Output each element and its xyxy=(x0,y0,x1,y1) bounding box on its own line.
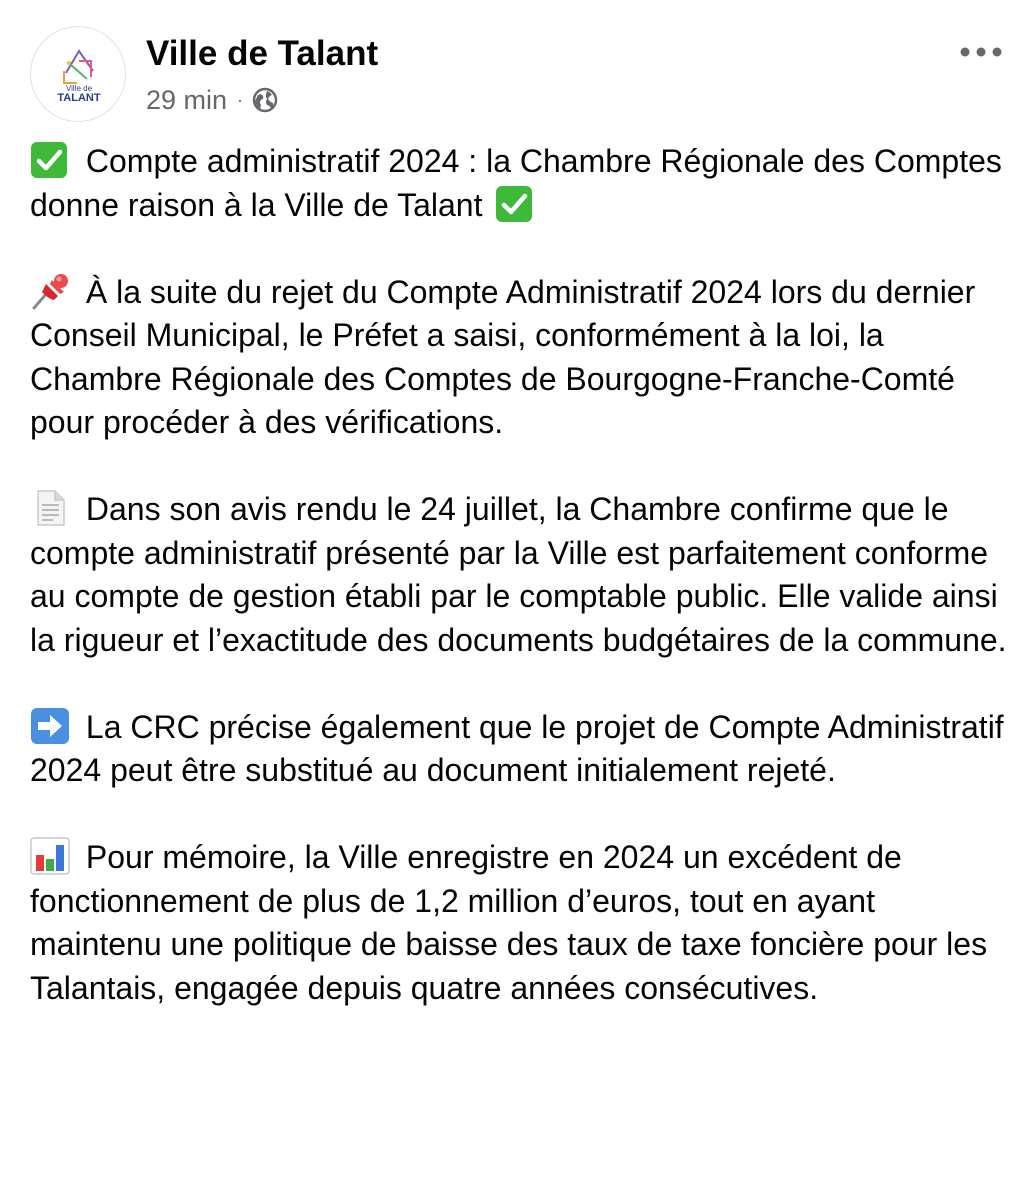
post-paragraph-1-text: À la suite du rejet du Compte Administratif 2024 lors du dernier Conseil Municipal, le Préfet a saisi, conformément à la loi, la Chambre Régionale des Comptes de Bourgogne-Franche-Comté pour procéder à des vérifications. xyxy=(30,273,976,440)
logo-text-talant: TALANT xyxy=(57,92,101,104)
post-body xyxy=(30,140,1015,1054)
check-mark-button-icon xyxy=(30,141,75,179)
page-facing-up-icon xyxy=(30,489,75,527)
more-options-icon xyxy=(960,47,1002,57)
pushpin-icon xyxy=(30,272,75,310)
bar-chart-icon xyxy=(30,837,75,875)
page-avatar[interactable] xyxy=(30,26,126,122)
post-paragraph-4 xyxy=(30,836,1015,1010)
post-meta xyxy=(146,84,278,116)
logo-text-ville: Ville de xyxy=(65,84,93,93)
more-options-button[interactable] xyxy=(955,38,1007,66)
meta-separator: · xyxy=(237,90,244,110)
post-headline-paragraph xyxy=(30,140,1015,227)
post-paragraph-1 xyxy=(30,271,1015,445)
post-paragraph-3-text: La CRC précise également que le projet de Compte Administratif 2024 peut être substitué au document initialement rejeté. xyxy=(30,708,1004,788)
talant-logo xyxy=(31,27,126,122)
post-paragraph-3 xyxy=(30,706,1015,793)
post-timestamp[interactable]: 29 min xyxy=(146,84,228,115)
post-paragraph-4-text: Pour mémoire, la Ville enregistre en 2024 un excédent de fonctionnement de plus de 1,2 million d’euros, tout en ayant maintenu une politique de baisse des taux de taxe foncière pour les Talantais, engagée depuis quatre années consécutives. xyxy=(30,839,988,1006)
post-paragraph-2-text: Dans son avis rendu le 24 juillet, la Chambre confirme que le compte administratif présenté par la Ville est parfaitement conforme au compte de gestion établi par le comptable public. Elle valide ainsi la rigueur et l’exactitude des documents budgétaires de la commune. xyxy=(30,491,1007,658)
post-headline: Compte administratif 2024 : la Chambre Régionale des Comptes donne raison à la Ville de Talant xyxy=(30,143,1002,223)
post-header xyxy=(0,0,1033,130)
globe-icon xyxy=(252,87,278,113)
right-arrow-icon xyxy=(30,707,75,745)
check-mark-button-icon xyxy=(495,185,540,223)
page-name[interactable]: Ville de Talant xyxy=(146,34,379,73)
post-paragraph-2 xyxy=(30,488,1015,662)
